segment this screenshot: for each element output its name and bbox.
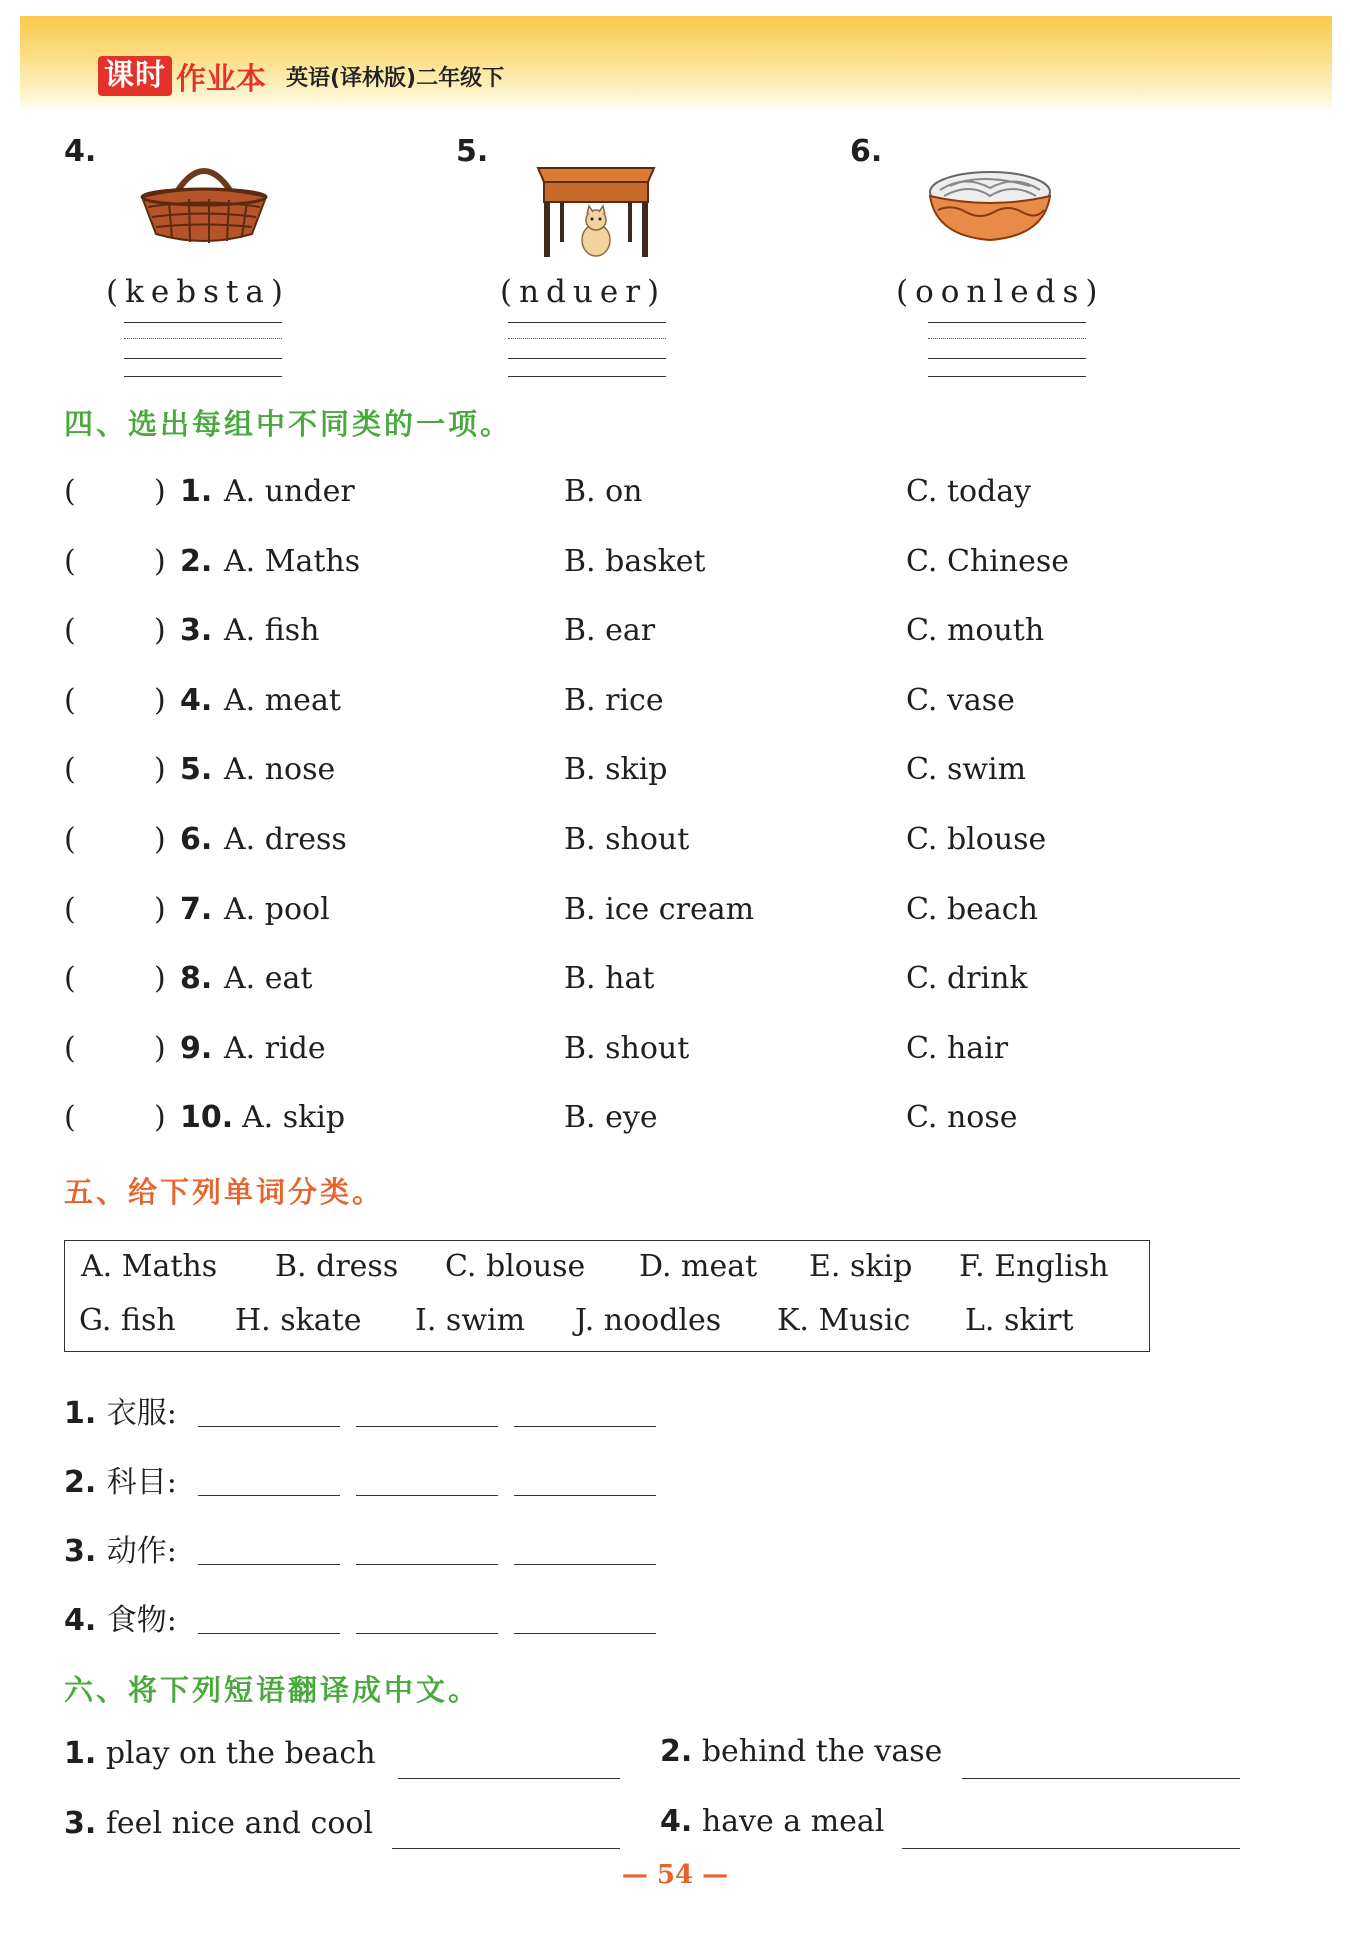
option-a: A. ride (224, 1030, 326, 1066)
answer-line-bottom (508, 376, 666, 377)
question-number: 5. (180, 752, 213, 788)
answer-line[interactable] (198, 1495, 340, 1496)
answer-line-dotted (508, 338, 666, 339)
answer-paren-open[interactable]: ( (64, 1030, 76, 1066)
word-item: K. Music (777, 1303, 911, 1338)
section-6-title: 六、将下列短语翻译成中文。 (64, 1673, 481, 1707)
word-item: E. skip (809, 1249, 913, 1284)
question-number: 1. (180, 474, 213, 509)
item-number: 1. (64, 1736, 97, 1771)
answer-paren-open[interactable]: ( (64, 543, 76, 579)
translation-item-2 (660, 1734, 942, 1769)
option-a: A. eat (224, 961, 313, 997)
answer-paren-open[interactable]: ( (64, 822, 76, 857)
category-number: 2. (64, 1465, 107, 1500)
word-item: G. fish (79, 1303, 176, 1338)
question-number: 7. (180, 891, 213, 927)
question-row (64, 613, 1294, 653)
word-item: L. skirt (965, 1303, 1074, 1338)
answer-paren-open[interactable]: ( (64, 752, 76, 788)
answer-line[interactable] (514, 1495, 656, 1496)
category-label (64, 1595, 177, 1639)
option-a: A. under (224, 474, 355, 509)
category-number: 3. (64, 1534, 107, 1569)
answer-paren-open[interactable]: ( (64, 1100, 76, 1136)
answer-line[interactable] (356, 1633, 498, 1634)
phrase-text: feel nice and cool (105, 1806, 374, 1841)
answer-paren-close: ) (154, 682, 166, 718)
question-number: 3. (180, 613, 213, 649)
question-row (64, 474, 1294, 514)
option-c: C. hair (906, 1030, 1009, 1066)
picture-number: 6. (850, 134, 883, 169)
word-item: H. skate (235, 1303, 362, 1338)
answer-line-mid (928, 358, 1086, 359)
answer-paren-close: ) (154, 474, 166, 509)
option-c: C. beach (906, 891, 1038, 927)
answer-paren-open[interactable]: ( (64, 474, 76, 509)
translation-item-3 (64, 1806, 373, 1841)
option-b: B. rice (564, 682, 664, 718)
answer-line[interactable] (902, 1848, 1240, 1849)
question-number: 9. (180, 1030, 213, 1066)
picture-item-4 (64, 130, 394, 390)
answer-line-bottom (928, 376, 1086, 377)
option-c: C. swim (906, 752, 1027, 788)
option-b: B. shout (564, 822, 690, 857)
question-number: 2. (180, 543, 213, 579)
answer-line-bottom (124, 376, 282, 377)
picture-number: 5. (456, 134, 489, 169)
category-name: 动作: (106, 1534, 177, 1569)
scrambled-letters: (kebsta) (106, 274, 291, 310)
answer-paren-open[interactable]: ( (64, 682, 76, 718)
answer-line[interactable] (356, 1495, 498, 1496)
option-b: B. ear (564, 613, 656, 649)
answer-line-dotted (928, 338, 1086, 339)
option-a: A. fish (224, 613, 320, 649)
option-b: B. hat (564, 961, 655, 997)
word-bank-box (64, 1240, 1150, 1352)
category-name: 衣服: (106, 1396, 177, 1431)
page-number: — 54 — (621, 1860, 729, 1890)
answer-line[interactable] (392, 1848, 620, 1849)
answer-line-top (508, 322, 666, 323)
picture-item-5 (456, 130, 786, 390)
option-c: C. Chinese (906, 543, 1070, 579)
picture-number: 4. (64, 134, 97, 169)
option-b: B. on (564, 474, 643, 509)
answer-paren-open[interactable]: ( (64, 613, 76, 649)
answer-line[interactable] (514, 1633, 656, 1634)
category-label (64, 1457, 177, 1501)
header-subtitle: 英语(译林版)二年级下 (286, 65, 505, 91)
word-item: C. blouse (445, 1249, 586, 1284)
answer-line[interactable] (356, 1564, 498, 1565)
answer-line-mid (508, 358, 666, 359)
desk-with-cat-icon (526, 152, 666, 262)
category-number: 1. (64, 1396, 107, 1431)
answer-paren-open[interactable]: ( (64, 961, 76, 997)
word-item: J. noodles (575, 1303, 722, 1338)
question-row (64, 822, 1294, 862)
word-item: D. meat (639, 1249, 758, 1284)
category-label (64, 1526, 177, 1570)
section-5-title: 五、给下列单词分类。 (64, 1175, 385, 1209)
picture-item-6 (850, 130, 1180, 390)
answer-line[interactable] (514, 1426, 656, 1427)
option-b: B. shout (564, 1030, 690, 1066)
category-number: 4. (64, 1603, 107, 1638)
option-c: C. today (906, 474, 1032, 509)
item-number: 2. (660, 1734, 693, 1769)
answer-paren-close: ) (154, 613, 166, 649)
question-number: 4. (180, 682, 213, 718)
option-c: C. vase (906, 682, 1015, 718)
answer-paren-close: ) (154, 961, 166, 997)
option-c: C. drink (906, 961, 1028, 997)
answer-line[interactable] (198, 1564, 340, 1565)
option-c: C. blouse (906, 822, 1047, 857)
option-a: A. dress (224, 822, 347, 857)
answer-line[interactable] (962, 1778, 1240, 1779)
category-label (64, 1388, 177, 1432)
option-a: A. nose (224, 752, 336, 788)
brand-logo-box: 课时 (98, 56, 172, 96)
category-name: 食物: (106, 1603, 177, 1638)
section-4-title: 四、选出每组中不同类的一项。 (64, 407, 513, 441)
question-number: 6. (180, 822, 213, 857)
option-b: B. eye (564, 1100, 658, 1136)
answer-line[interactable] (198, 1426, 340, 1427)
header-brand (98, 54, 504, 98)
translation-item-4 (660, 1804, 884, 1839)
option-a: A. Maths (224, 543, 361, 579)
answer-paren-close: ) (154, 543, 166, 579)
basket-icon (134, 152, 274, 252)
answer-line[interactable] (356, 1426, 498, 1427)
option-b: B. basket (564, 543, 706, 579)
translation-item-1 (64, 1736, 376, 1771)
answer-paren-close: ) (154, 1100, 166, 1136)
noodles-bowl-icon (920, 152, 1060, 252)
answer-line-top (124, 322, 282, 323)
answer-line[interactable] (198, 1633, 340, 1634)
answer-paren-close: ) (154, 822, 166, 857)
scrambled-letters: (nduer) (500, 274, 667, 310)
option-a: A. pool (224, 891, 330, 927)
option-c: C. mouth (906, 613, 1045, 649)
phrase-text: have a meal (701, 1804, 885, 1839)
question-number: 10. (180, 1100, 234, 1136)
answer-paren-open[interactable]: ( (64, 891, 76, 927)
option-a: A. meat (224, 682, 341, 718)
question-row (64, 892, 1294, 932)
question-row (64, 544, 1294, 584)
answer-paren-close: ) (154, 752, 166, 788)
answer-line[interactable] (514, 1564, 656, 1565)
question-number: 8. (180, 961, 213, 997)
question-row (64, 1100, 1294, 1140)
option-b: B. ice cream (564, 891, 755, 927)
question-row (64, 683, 1294, 723)
word-item: B. dress (275, 1249, 399, 1284)
answer-line[interactable] (398, 1778, 620, 1779)
question-row (64, 1031, 1294, 1071)
word-item: F. English (959, 1249, 1109, 1284)
answer-paren-close: ) (154, 891, 166, 927)
phrase-text: play on the beach (105, 1736, 376, 1771)
answer-line-mid (124, 358, 282, 359)
answer-line-top (928, 322, 1086, 323)
item-number: 4. (660, 1804, 693, 1839)
option-b: B. skip (564, 752, 668, 788)
question-row (64, 961, 1294, 1001)
scrambled-letters: (oonleds) (896, 274, 1105, 310)
question-row (64, 752, 1294, 792)
brand-name: 作业本 (176, 62, 266, 97)
option-c: C. nose (906, 1100, 1018, 1136)
phrase-text: behind the vase (701, 1734, 943, 1769)
word-item: A. Maths (81, 1249, 218, 1284)
answer-paren-close: ) (154, 1030, 166, 1066)
word-item: I. swim (415, 1303, 526, 1338)
answer-line-dotted (124, 338, 282, 339)
category-name: 科目: (106, 1465, 177, 1500)
option-a: A. skip (242, 1100, 346, 1136)
item-number: 3. (64, 1806, 97, 1841)
